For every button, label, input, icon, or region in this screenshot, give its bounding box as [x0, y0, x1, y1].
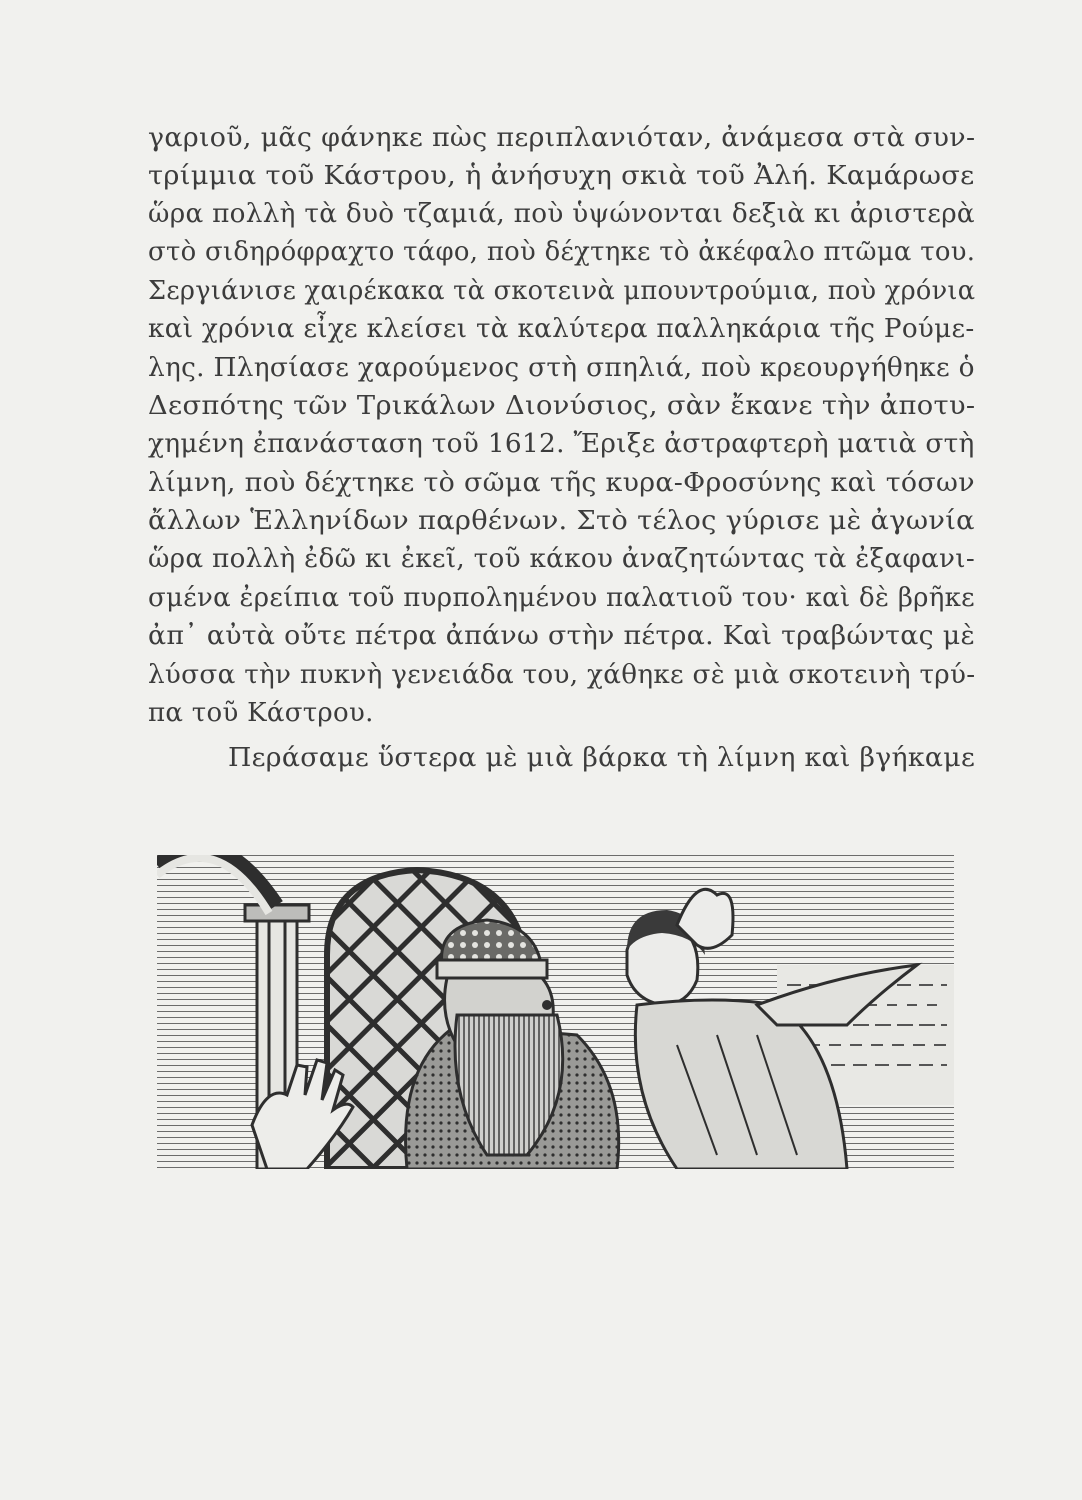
text-line: γαριοῦ, μᾶς φάνηκε πὼς περιπλανιόταν, ἀνάμεσα στὰ συν- — [148, 123, 976, 153]
text-line: Σεργιάνισε χαιρέκακα τὰ σκοτεινὰ μπουντρούμια, ποὺ χρόνια — [148, 276, 976, 306]
text-line: ὥρα πολλὴ τὰ δυὸ τζαμιά, ποὺ ὑψώνονται δεξιὰ κι ἀριστερὰ — [148, 199, 975, 229]
woodcut-illustration — [157, 855, 954, 1169]
text-line: Δεσπότης τῶν Τρικάλων Διονύσιος, σὰν ἔκανε τὴν ἀποτυ- — [148, 391, 976, 421]
text-line: λίμνη, ποὺ δέχτηκε τὸ σῶμα τῆς κυρα-Φροσύνης καὶ τόσων — [148, 468, 975, 498]
text-line: τρίμμια τοῦ Κάστρου, ἡ ἀνήσυχη σκιὰ τοῦ Ἀλή. Καμάρωσε — [148, 161, 975, 191]
text-line: λύσσα τὴν πυκνὴ γενειάδα του, χάθηκε σὲ μιὰ σκοτεινὴ τρύ- — [148, 660, 976, 690]
text-line: καὶ χρόνια εἶχε κλείσει τὰ καλύτερα παλληκάρια τῆς Ρούμε- — [148, 314, 975, 344]
text-line-paragraph-start: Περάσαμε ὕστερα μὲ μιὰ βάρκα τὴ λίμνη καὶ βγήκαμε — [228, 743, 976, 773]
text-line: ὥρα πολλὴ ἐδῶ κι ἐκεῖ, τοῦ κάκου ἀναζητώντας τὰ ἐξαφανι- — [148, 544, 976, 574]
illustration-drawing — [157, 855, 954, 1169]
text-line: σμένα ἐρείπια τοῦ πυρπολημένου παλατιοῦ του· καὶ δὲ βρῆκε — [148, 583, 975, 613]
text-line: πα τοῦ Κάστρου. — [148, 698, 374, 728]
text-line: λης. Πλησίασε χαρούμενος στὴ σπηλιά, ποὺ κρεουργήθηκε ὁ — [148, 353, 975, 383]
text-line: ἄλλων Ἑλληνίδων παρθένων. Στὸ τέλος γύρισε μὲ ἀγωνία — [148, 506, 975, 536]
text-line: ἀπ᾽ αὐτὰ οὔτε πέτρα ἀπάνω στὴν πέτρα. Καὶ τραβώντας μὲ — [148, 621, 976, 651]
text-line: χημένη ἐπανάσταση τοῦ 1612. Ἔριξε ἀστραφτερὴ ματιὰ στὴ — [148, 429, 975, 459]
text-line: στὸ σιδηρόφραχτο τάφο, ποὺ δέχτηκε τὸ ἀκέφαλο πτῶμα του. — [148, 237, 976, 267]
